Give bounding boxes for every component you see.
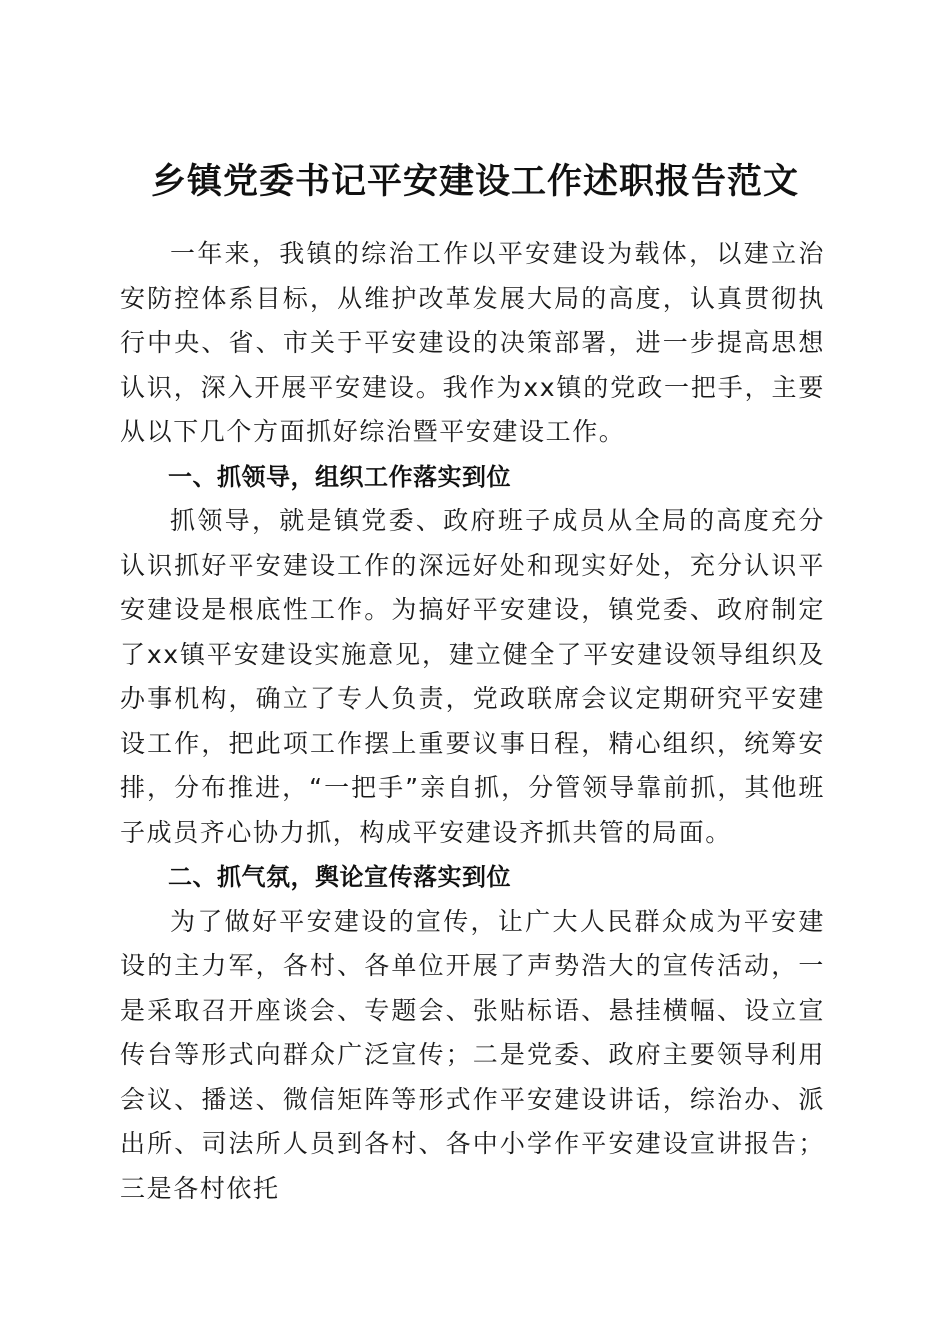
- intro-paragraph: 一年来，我镇的综治工作以平安建设为载体，以建立治安防控体系目标，从维护改革发展大局的高度，认真贯彻执行中央、省、市关于平安建设的决策部署，进一步提高思想认识，深入开展平安建设。我作为xx镇的党政一把手，主要从以下几个方面抓好综治暨平安建设工作。: [120, 239, 825, 446]
- section-heading-2: 二、抓气氛，舆论宣传落实到位: [168, 863, 511, 891]
- document-body: [120, 232, 825, 1211]
- section-2-paragraph: 为了做好平安建设的宣传，让广大人民群众成为平安建设的主力军，各村、各单位开展了声势浩大的宣传活动，一是采取召开座谈会、专题会、张贴标语、悬挂横幅、设立宣传台等形式向群众广泛宣传；二是党委、政府主要领导利用会议、播送、微信矩阵等形式作平安建设讲话，综治办、派出所、司法所人员到各村、各中小学作平安建设宣讲报告；三是各村依托: [120, 906, 825, 1203]
- section-1-paragraph: 抓领导，就是镇党委、政府班子成员从全局的高度充分认识抓好平安建设工作的深远好处和现实好处，充分认识平安建设是根底性工作。为搞好平安建设，镇党委、政府制定了xx镇平安建设实施意见，建立健全了平安建设领导组织及办事机构，确立了专人负责，党政联席会议定期研究平安建设工作，把此项工作摆上重要议事日程，精心组织，统筹安排，分布推进，“一把手”亲自抓，分管领导靠前抓，其他班子成员齐心协力抓，构成平安建设齐抓共管的局面。: [120, 506, 825, 847]
- document-title: 乡镇党委书记平安建设工作述职报告范文: [150, 161, 799, 203]
- section-heading-1: 一、抓领导，组织工作落实到位: [168, 462, 511, 491]
